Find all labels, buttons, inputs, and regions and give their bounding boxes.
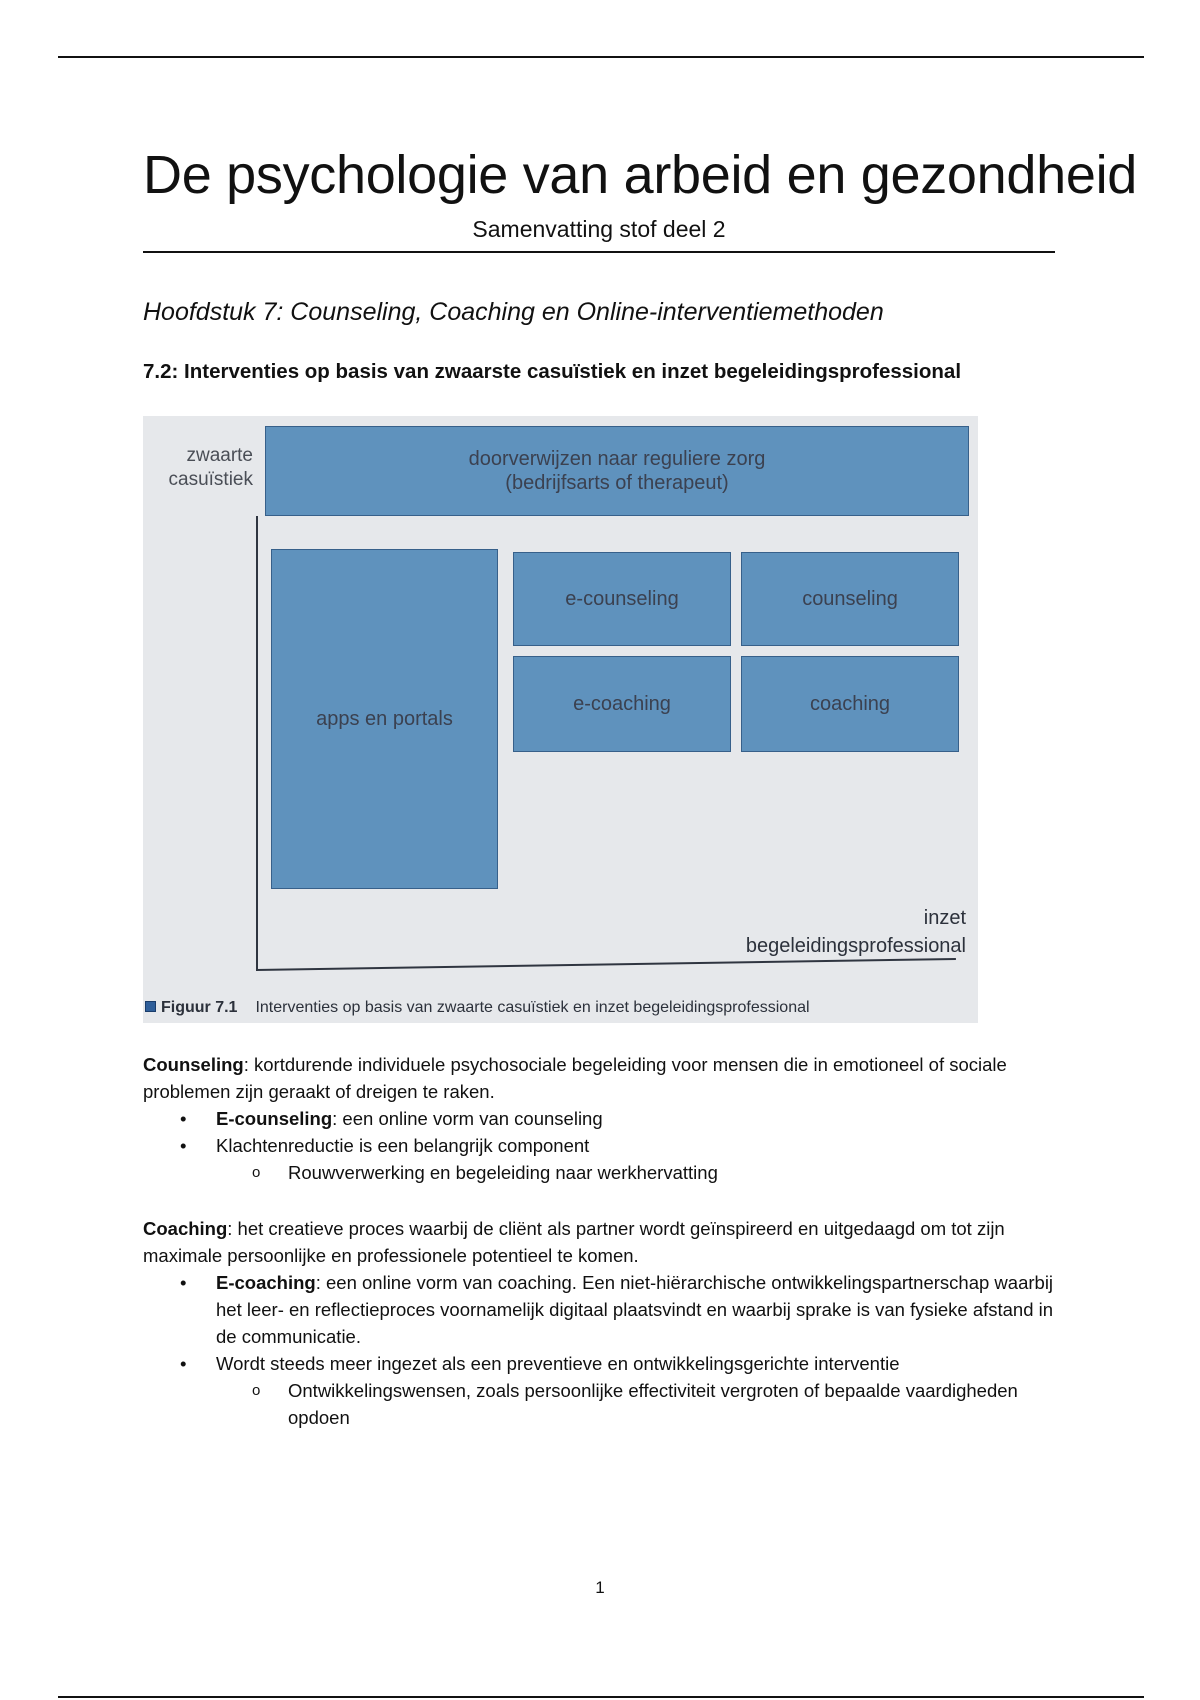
document-title: De psychologie van arbeid en gezondheid (143, 145, 1138, 205)
circle-bullet-icon: o (252, 1164, 261, 1181)
figure-caption (145, 999, 810, 1017)
counseling-term: Counseling (143, 1054, 244, 1075)
x-axis-label-line1: inzet (923, 907, 966, 929)
coaching-term: Coaching (143, 1218, 228, 1239)
page-number: 1 (595, 1578, 605, 1597)
coaching-block (143, 1215, 1063, 1431)
title-rule (143, 251, 1055, 253)
bottom-rule (58, 1696, 1144, 1698)
bullet-icon: • (180, 1135, 187, 1156)
coaching-sub-bullets (216, 1377, 1063, 1431)
top-rule (58, 56, 1144, 58)
counseling-sub-bullets (216, 1159, 1063, 1186)
sub-list-item-text: Ontwikkelingswensen, zoals persoonlijke effectiviteit vergroten of bepaalde vaardigheden opdoen (288, 1380, 1018, 1428)
coaching-definition-text: : het creatieve proces waarbij de cliënt als partner wordt geïnspireerd en uitgedaagd om tot zijn maximale persoonlijke en professionele potentieel te komen. (143, 1218, 1005, 1266)
bullet-icon: • (180, 1108, 187, 1129)
y-axis-label (153, 444, 253, 492)
list-item (143, 1350, 1063, 1431)
counseling-bullets (143, 1105, 1063, 1186)
document-subtitle: Samenvatting stof deel 2 (472, 216, 726, 242)
x-axis-label-line2: begeleidingsprofessional (745, 935, 966, 957)
box-referral-line2: (bedrijfsarts of therapeut) (505, 472, 729, 494)
y-axis-label-line2: casuïstiek (168, 469, 253, 490)
list-item (143, 1105, 1063, 1132)
box-counseling: counseling (741, 552, 959, 646)
caption-square-icon (145, 1001, 156, 1012)
coaching-definition (143, 1215, 1063, 1269)
e-counseling-term: E-counseling (216, 1108, 333, 1129)
sub-list-item-text: Rouwverwerking en begeleiding naar werkhervatting (288, 1162, 718, 1183)
caption-label: Figuur 7.1 (161, 999, 238, 1016)
box-coaching: coaching (741, 656, 959, 752)
counseling-definition (143, 1051, 1063, 1105)
caption-text: Interventies op basis van zwaarte casuïstiek en inzet begeleidingsprofessional (255, 999, 810, 1016)
circle-bullet-icon: o (252, 1382, 261, 1399)
box-e-counseling: e-counseling (513, 552, 731, 646)
list-item-text: Wordt steeds meer ingezet als een preventieve en ontwikkelingsgerichte interventie (216, 1353, 900, 1374)
bullet-icon: • (180, 1353, 187, 1374)
box-e-coaching: e-coaching (513, 656, 731, 752)
y-axis-label-line1: zwaarte (186, 445, 253, 466)
coaching-bullets (143, 1269, 1063, 1431)
list-item (143, 1269, 1063, 1350)
counseling-definition-text: : kortdurende individuele psychosociale begeleiding voor mensen die in emotioneel of sociale problemen zijn geraakt of dreigen te raken. (143, 1054, 1007, 1102)
box-referral (265, 426, 969, 516)
box-apps-portals: apps en portals (271, 549, 498, 889)
sub-list-item (143, 1159, 1063, 1186)
list-item-text: Klachtenreductie is een belangrijk component (216, 1135, 590, 1156)
counseling-block (143, 1051, 1063, 1186)
x-axis-label (746, 904, 966, 960)
e-coaching-term: E-coaching (216, 1272, 316, 1293)
box-referral-line1: doorverwijzen naar reguliere zorg (468, 448, 766, 470)
chapter-heading: Hoofdstuk 7: Counseling, Coaching en Online-interventiemethoden (143, 298, 884, 326)
section-heading: 7.2: Interventies op basis van zwaarste casuïstiek en inzet begeleidingsprofessional (143, 360, 962, 383)
figure-7-1 (143, 416, 978, 1023)
sub-list-item (143, 1377, 1063, 1431)
e-counseling-text: : een online vorm van counseling (332, 1108, 603, 1129)
list-item (143, 1132, 1063, 1186)
e-coaching-text: : een online vorm van coaching. Een niet-hiërarchische ontwikkelingspartnerschap waarbij het leer- en reflectieproces voornamelijk digitaal plaatsvindt en waarbij sprake is van fysieke afstand in de communicatie. (216, 1272, 1054, 1347)
y-axis (256, 516, 258, 971)
bullet-icon: • (180, 1272, 187, 1293)
